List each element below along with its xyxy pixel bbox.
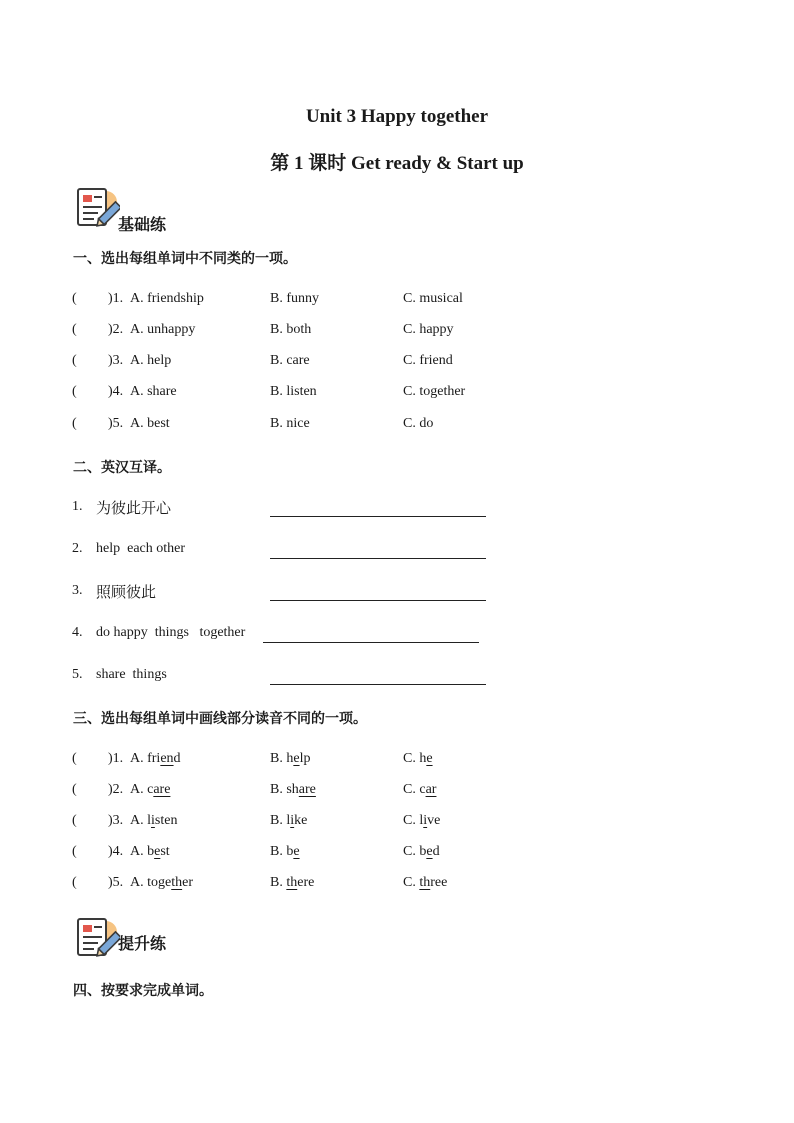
option-b: B. nice: [270, 416, 310, 431]
option-c: C. musical: [403, 291, 463, 306]
answer-paren[interactable]: (: [72, 782, 77, 797]
worksheet-pencil-icon: [74, 916, 120, 962]
translation-row-3: [72, 581, 572, 605]
answer-paren[interactable]: (: [72, 384, 77, 399]
item-number: )1.: [108, 291, 124, 306]
translation-row-5: [72, 665, 572, 689]
item-number: 2.: [72, 541, 83, 556]
option-a: A. friend: [130, 751, 181, 766]
answer-paren[interactable]: (: [72, 291, 77, 306]
item-number: )5.: [108, 875, 124, 890]
option-b: B. there: [270, 875, 315, 890]
option-c: C. bed: [403, 844, 440, 859]
option-a: A. friendship: [130, 291, 204, 306]
section-advanced-label: 提升练: [118, 934, 167, 953]
part3-row-3: [72, 813, 732, 833]
translation-prompt: 为彼此开心: [96, 499, 172, 517]
option-a: A. help: [130, 353, 172, 368]
item-number: 3.: [72, 583, 83, 598]
answer-blank[interactable]: [270, 600, 486, 601]
answer-paren[interactable]: (: [72, 751, 77, 766]
option-a: A. share: [130, 384, 177, 399]
part3-row-1: [72, 751, 732, 771]
item-number: )5.: [108, 416, 124, 431]
option-c: C. live: [403, 813, 441, 828]
translation-row-1: [72, 497, 572, 521]
part1-row-5: [72, 416, 732, 436]
lesson-subtitle: 第 1 课时 Get ready & Start up: [270, 153, 524, 174]
page-title: Unit 3 Happy together: [305, 106, 489, 127]
answer-paren[interactable]: (: [72, 844, 77, 859]
part3-row-4: [72, 844, 732, 864]
part2-heading: 二、英汉互译。: [73, 460, 171, 476]
option-a: A. best: [130, 844, 170, 859]
option-c: C. do: [403, 416, 434, 431]
answer-paren[interactable]: (: [72, 353, 77, 368]
answer-blank[interactable]: [270, 516, 486, 517]
option-b: B. both: [270, 322, 312, 337]
section-basic-label: 基础练: [118, 215, 167, 234]
item-number: )3.: [108, 813, 124, 828]
worksheet-pencil-icon: [74, 186, 120, 232]
translation-row-2: [72, 539, 572, 563]
translation-prompt: 照顾彼此: [96, 583, 157, 601]
option-a: A. care: [130, 782, 171, 797]
option-b: B. funny: [270, 291, 319, 306]
answer-paren[interactable]: (: [72, 813, 77, 828]
option-a: A. unhappy: [130, 322, 196, 337]
item-number: )1.: [108, 751, 124, 766]
translation-row-4: [72, 623, 572, 647]
part3-heading: 三、选出每组单词中画线部分读音不同的一项。: [73, 711, 367, 727]
option-c: C. three: [403, 875, 448, 890]
translation-prompt: do happy things together: [96, 625, 246, 640]
translation-prompt: share things: [96, 667, 167, 682]
part1-row-4: [72, 384, 732, 404]
option-c: C. friend: [403, 353, 453, 368]
item-number: )4.: [108, 384, 124, 399]
item-number: 4.: [72, 625, 83, 640]
part1-row-1: [72, 291, 732, 311]
option-c: C. he: [403, 751, 433, 766]
part3-row-2: [72, 782, 732, 802]
option-c: C. happy: [403, 322, 454, 337]
option-a: A. listen: [130, 813, 178, 828]
part1-row-2: [72, 322, 732, 342]
option-b: B. like: [270, 813, 308, 828]
item-number: )3.: [108, 353, 124, 368]
part1-row-3: [72, 353, 732, 373]
answer-paren[interactable]: (: [72, 875, 77, 890]
answer-blank[interactable]: [270, 684, 486, 685]
option-b: B. care: [270, 353, 310, 368]
option-b: B. be: [270, 844, 300, 859]
answer-blank[interactable]: [263, 642, 479, 643]
part3-row-5: [72, 875, 732, 895]
option-a: A. together: [130, 875, 193, 890]
answer-blank[interactable]: [270, 558, 486, 559]
option-a: A. best: [130, 416, 170, 431]
option-b: B. share: [270, 782, 316, 797]
part4-heading: 四、按要求完成单词。: [73, 983, 213, 999]
item-number: )2.: [108, 782, 124, 797]
item-number: )4.: [108, 844, 124, 859]
item-number: )2.: [108, 322, 124, 337]
answer-paren[interactable]: (: [72, 322, 77, 337]
translation-prompt: help each other: [96, 541, 186, 556]
option-b: B. listen: [270, 384, 317, 399]
option-b: B. help: [270, 751, 311, 766]
option-c: C. together: [403, 384, 466, 399]
item-number: 1.: [72, 499, 83, 514]
item-number: 5.: [72, 667, 83, 682]
answer-paren[interactable]: (: [72, 416, 77, 431]
part1-heading: 一、选出每组单词中不同类的一项。: [73, 251, 297, 267]
option-c: C. car: [403, 782, 437, 797]
